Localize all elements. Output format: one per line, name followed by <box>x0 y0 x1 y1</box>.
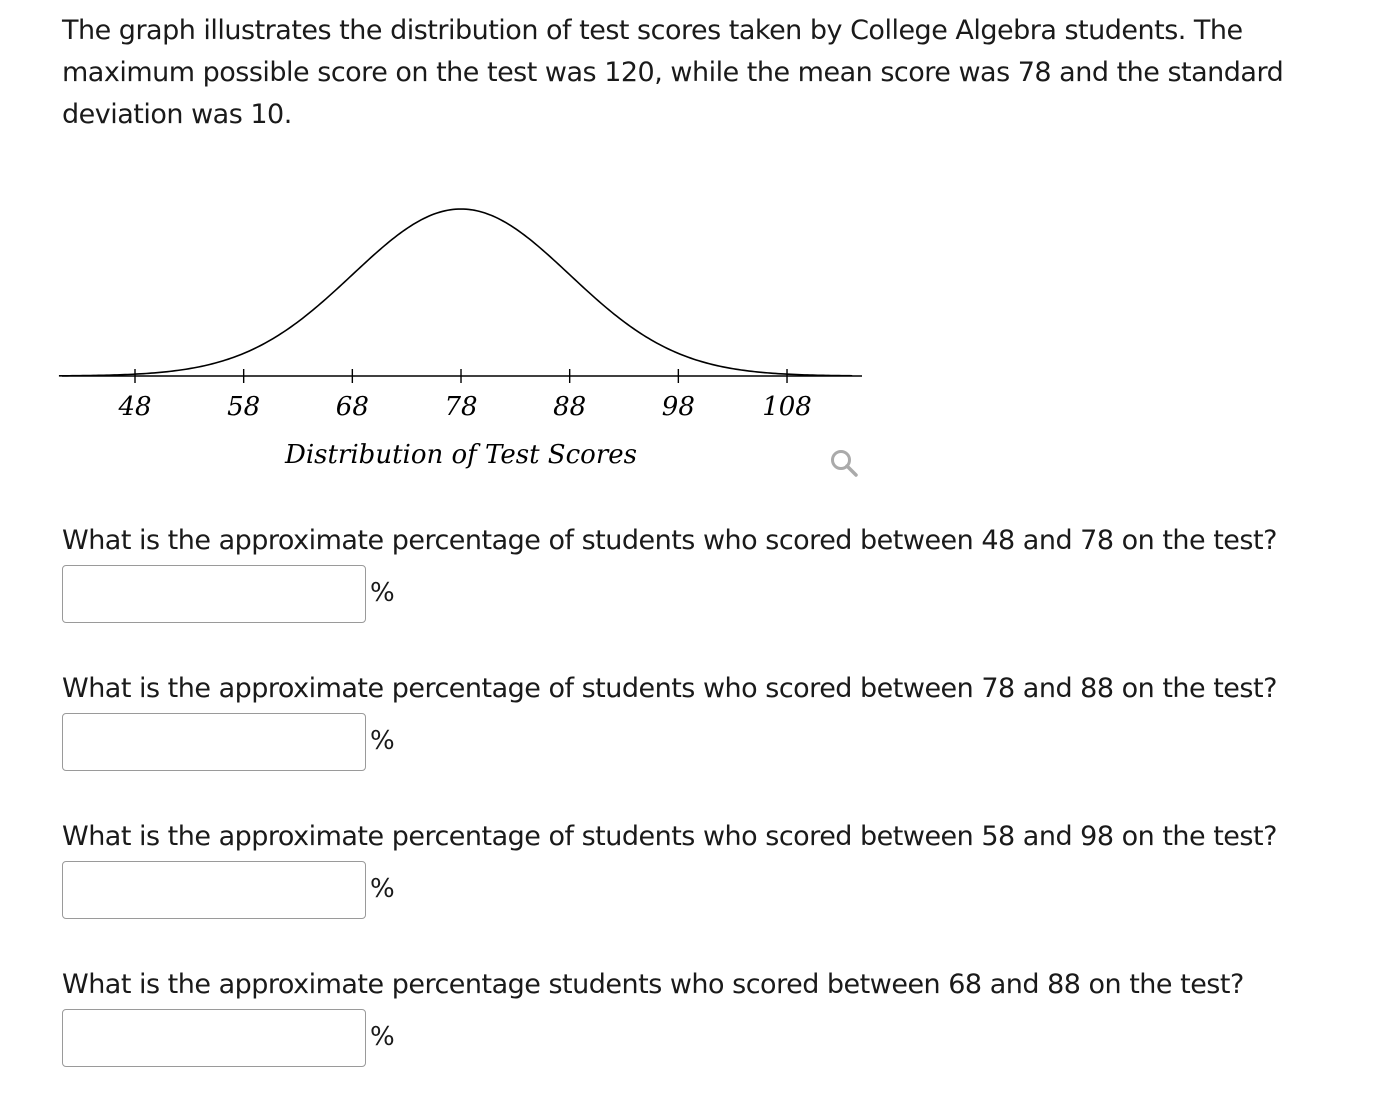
magnifier-icon[interactable] <box>828 448 862 480</box>
x-tick-label-108: 108 <box>762 392 812 422</box>
percent-unit-4: % <box>370 1022 395 1052</box>
answer-input-1[interactable] <box>62 565 366 623</box>
x-tick-label-68: 68 <box>335 392 369 422</box>
percent-unit-1: % <box>370 578 395 608</box>
x-tick-label-98: 98 <box>661 392 695 422</box>
answer-input-4[interactable] <box>62 1009 366 1067</box>
question-4-text: What is the approximate percentage students who scored between 68 and 88 on the test? <box>62 969 1244 1000</box>
normal-distribution-chart <box>0 0 1390 500</box>
x-tick-label-58: 58 <box>227 392 261 422</box>
question-2-text: What is the approximate percentage of students who scored between 78 and 88 on the test? <box>62 673 1277 704</box>
answer-input-3[interactable] <box>62 861 366 919</box>
question-1-text: What is the approximate percentage of students who scored between 48 and 78 on the test? <box>62 525 1277 556</box>
x-tick-label-78: 78 <box>444 392 478 422</box>
x-axis-title: Distribution of Test Scores <box>284 440 638 470</box>
percent-unit-2: % <box>370 726 395 756</box>
x-tick-label-88: 88 <box>553 392 587 422</box>
percent-unit-3: % <box>370 874 395 904</box>
answer-input-2[interactable] <box>62 713 366 771</box>
question-3-text: What is the approximate percentage of students who scored between 58 and 98 on the test? <box>62 821 1277 852</box>
problem-statement: The graph illustrates the distribution of test scores taken by College Algebra students. The maximum possible score on the test was 120, while the mean score was 78 and the standard deviation was 10. <box>62 15 1284 130</box>
bell-curve <box>59 209 852 376</box>
x-tick-label-48: 48 <box>118 392 152 422</box>
